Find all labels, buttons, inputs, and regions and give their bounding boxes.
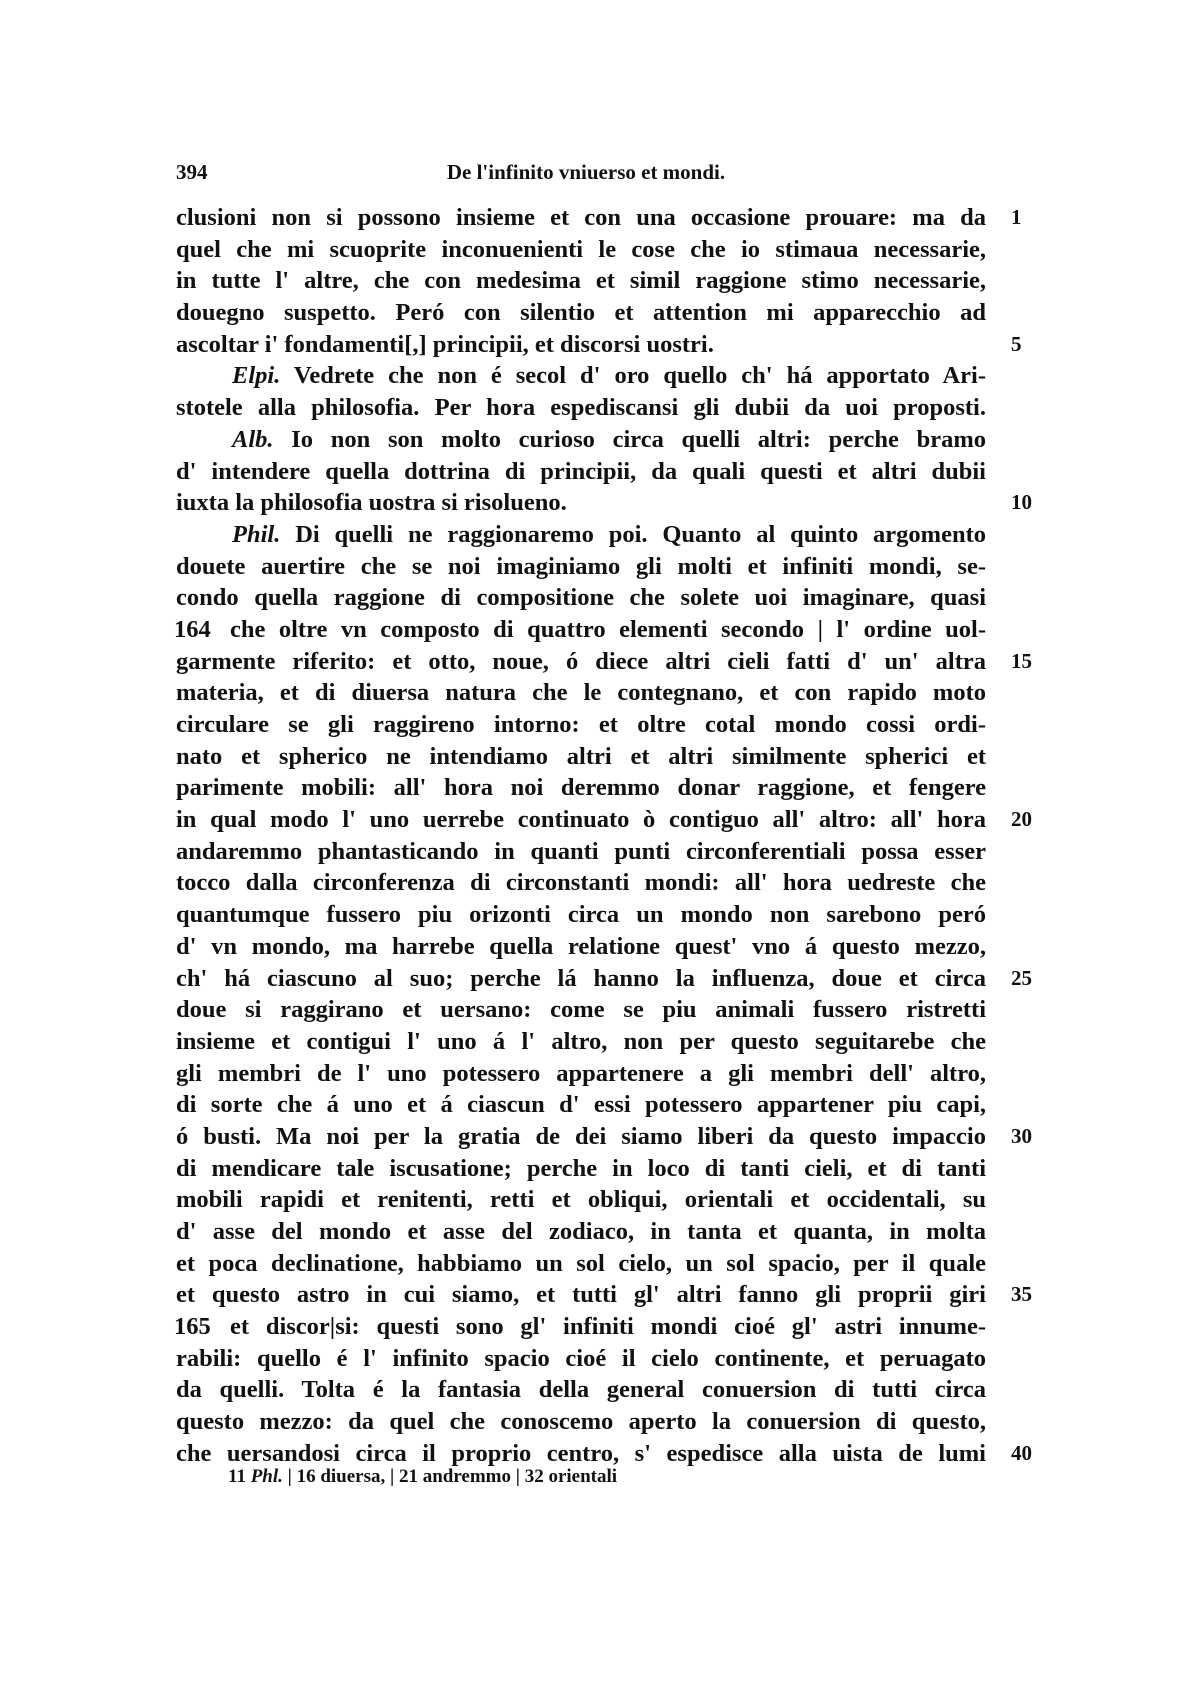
line-text [176, 709, 986, 741]
line-number: 15 [1011, 648, 1032, 673]
line-text [176, 1089, 986, 1121]
text-line [176, 741, 986, 773]
speaker-name: Alb. [232, 425, 274, 453]
line-content: quantumque fussero piu orizonti circa un mondo non sarebono peró [176, 901, 986, 929]
line-content: Vedrete che non é secol d' oro quello ch' há apportato Ari- [293, 362, 986, 390]
text-line [176, 202, 1022, 234]
line-number: 20 [1011, 807, 1032, 832]
text-line [176, 1406, 986, 1438]
line-text [176, 1374, 986, 1406]
text-line [176, 1343, 986, 1375]
line-text [176, 804, 986, 836]
line-text [176, 360, 986, 392]
text-line [176, 1438, 1032, 1470]
line-number: 5 [1011, 331, 1022, 356]
text-line [176, 1311, 986, 1343]
text-line [176, 551, 986, 583]
line-content: douegno suspetto. Peró con silentio et attention mi apparecchio ad [176, 299, 986, 327]
line-text [176, 424, 986, 456]
line-text [176, 677, 986, 709]
line-text [176, 582, 986, 614]
line-content: garmente riferito: et otto, noue, ó diece altri cieli fatti d' un' altra [176, 647, 986, 675]
line-content: d' asse del mondo et asse del zodiaco, in tanta et quanta, in molta [176, 1218, 986, 1245]
line-text [176, 772, 986, 804]
text-line [176, 234, 986, 266]
text-line [176, 836, 986, 868]
line-text [176, 1026, 986, 1058]
line-text [176, 202, 986, 234]
page-number: 394 [176, 160, 208, 184]
line-content: di mendicare tale iscusatione; perche in loco di tanti cieli, et di tanti [176, 1154, 986, 1182]
main-text [174, 202, 1032, 1470]
text-line [176, 519, 986, 551]
line-number: 1 [1011, 205, 1022, 229]
footnote-line-ref: 11 [228, 1466, 246, 1487]
line-number: 35 [1011, 1282, 1032, 1307]
line-content: che uersandosi circa il proprio centro, s' espedisce alla uista de lumi [176, 1439, 986, 1467]
footnote-lemma: Phl. [250, 1466, 283, 1487]
line-content: condo quella raggione di compositione che solete uoi imaginare, quasi [176, 584, 986, 612]
line-text [176, 329, 986, 361]
text-line [176, 1279, 1032, 1311]
text-line [176, 424, 986, 456]
line-content: in qual modo l' uno uerrebe continuato ò contiguo all' altro: all' hora [176, 806, 986, 834]
line-text [176, 456, 986, 488]
line-number: 30 [1011, 1123, 1032, 1148]
line-content: rabili: quello é l' infinito spacio cioé il cielo continente, et peruagato [176, 1344, 986, 1372]
line-content: ascoltar i' fondamenti[,] principii, et discorsi uostri. [176, 330, 714, 358]
line-content: clusioni non si possono insieme et con una occasione prouare: ma da [176, 204, 986, 231]
line-number: 25 [1011, 965, 1032, 990]
line-text [176, 519, 986, 551]
line-content: et discor|si: questi sono gl' infiniti mondi cioé gl' astri innume- [230, 1313, 986, 1341]
text-line [176, 265, 986, 297]
text-line [176, 1121, 1032, 1153]
line-content: et questo astro in cui siamo, et tutti gl' altri fanno gli proprii giri [176, 1281, 986, 1309]
line-content: d' vn mondo, ma harrebe quella relatione quest' vno á questo mezzo, [176, 932, 986, 960]
text-line [176, 360, 986, 392]
line-text [176, 1248, 986, 1280]
running-title: De l'infinito vniuerso et mondi. [446, 160, 726, 184]
text-line [176, 1058, 986, 1090]
text-line [176, 614, 986, 646]
text-line [176, 1153, 986, 1185]
line-text [176, 1153, 986, 1185]
line-content: Di quelli ne raggionaremo poi. Quanto al quinto argomento [295, 520, 986, 548]
line-text [176, 899, 986, 931]
line-content: che oltre vn composto di quattro elementi secondo | l' ordine uol- [230, 615, 986, 643]
line-content: circulare se gli raggireno intorno: et oltre cotal mondo cossi ordi- [176, 711, 986, 738]
line-content: ó busti. Ma noi per la gratia de dei siamo liberi da questo impaccio [176, 1122, 986, 1150]
speaker-name: Phil. [232, 520, 281, 548]
line-text [176, 1279, 986, 1311]
line-text [176, 741, 986, 773]
footnote-rest: | 16 diuersa, | 21 andremmo | 32 orientali [287, 1466, 618, 1487]
text-line [176, 297, 986, 329]
text-line [176, 931, 986, 963]
line-text [176, 931, 986, 963]
text-line [176, 709, 986, 741]
margin-page-number: 164 [174, 615, 211, 643]
line-text [176, 1438, 986, 1470]
line-text [176, 994, 986, 1026]
text-line [176, 804, 1032, 836]
line-content: nato et spherico ne intendiamo altri et altri similmente spherici et [176, 742, 986, 770]
line-text [176, 487, 986, 519]
line-content: di sorte che á uno et á ciascun d' essi potessero appartener piu capi, [176, 1091, 986, 1119]
line-content: doue si raggirano et uersano: come se piu animali fussero ristretti [176, 996, 986, 1024]
line-number: 40 [1011, 1440, 1032, 1465]
line-content: ch' há ciascuno al suo; perche lá hanno la influenza, doue et circa [176, 964, 986, 992]
line-content: questo mezzo: da quel che conoscemo aperto la conuersion di questo, [176, 1408, 986, 1436]
text-line [176, 899, 986, 931]
text-line [176, 582, 986, 614]
line-content: Io non son molto curioso circa quelli altri: perche bramo [291, 425, 987, 453]
line-content: d' intendere quella dottrina di principii, da quali questi et altri dubii [176, 457, 986, 485]
line-number: 10 [1011, 490, 1032, 515]
line-text [176, 551, 986, 583]
footnote-apparatus [228, 1466, 617, 1488]
line-text [176, 1184, 986, 1216]
text-line [176, 329, 1022, 361]
line-text [176, 867, 986, 899]
text-line [176, 456, 986, 488]
line-text [176, 297, 986, 329]
text-line [176, 392, 986, 424]
page-header [176, 160, 996, 190]
text-line [176, 1089, 986, 1121]
line-content: gli membri de l' uno potessero appartenere a gli membri dell' altro, [176, 1059, 986, 1087]
line-text [176, 614, 986, 646]
line-text [176, 1216, 986, 1248]
text-line [176, 487, 1032, 519]
text-line [176, 1184, 986, 1216]
text-line [176, 1026, 986, 1058]
text-line [176, 772, 986, 804]
line-text [176, 1406, 986, 1438]
line-text [176, 392, 986, 424]
text-line [176, 1248, 986, 1280]
text-line [176, 677, 986, 709]
line-content: et poca declinatione, habbiamo un sol cielo, un sol spacio, per il quale [176, 1249, 986, 1277]
text-line [176, 963, 1032, 995]
line-text [176, 1121, 986, 1153]
text-line [176, 994, 986, 1026]
line-text [176, 265, 986, 297]
line-content: tocco dalla circonferenza di circonstanti mondi: all' hora uedreste che [176, 869, 986, 897]
line-content: materia, et di diuersa natura che le contegnano, et con rapido moto [176, 679, 986, 707]
speaker-name: Elpi. [232, 362, 281, 390]
line-content: da quelli. Tolta é la fantasia della general conuersion di tutti circa [176, 1376, 986, 1404]
line-content: in tutte l' altre, che con medesima et simil raggione stimo necessarie, [176, 267, 986, 295]
text-line [176, 646, 1032, 678]
line-content: quel che mi scuoprite inconuenienti le cose che io stimaua necessarie, [176, 235, 986, 263]
text-line [176, 867, 986, 899]
line-content: douete auertire che se noi imaginiamo gli molti et infiniti mondi, se- [176, 552, 986, 580]
line-text [176, 1058, 986, 1090]
line-content: andaremmo phantasticando in quanti punti circonferentiali possa esser [176, 837, 986, 865]
line-text [176, 1311, 986, 1343]
line-content: parimente mobili: all' hora noi deremmo donar raggione, et fengere [176, 774, 986, 802]
line-content: iuxta la philosofia uostra si risolueno. [176, 489, 567, 517]
line-content: stotele alla philosofia. Per hora espediscansi gli dubii da uoi proposti. [176, 394, 986, 422]
margin-page-number: 165 [174, 1313, 211, 1341]
line-text [176, 646, 986, 678]
text-line [176, 1216, 986, 1248]
line-text [176, 1343, 986, 1375]
text-line [176, 1374, 986, 1406]
line-text [176, 234, 986, 266]
line-content: insieme et contigui l' uno á l' altro, non per questo seguitarebe che [176, 1027, 986, 1055]
line-content: mobili rapidi et renitenti, retti et obliqui, orientali et occidentali, su [176, 1186, 986, 1214]
line-text [176, 836, 986, 868]
line-text [176, 963, 986, 995]
